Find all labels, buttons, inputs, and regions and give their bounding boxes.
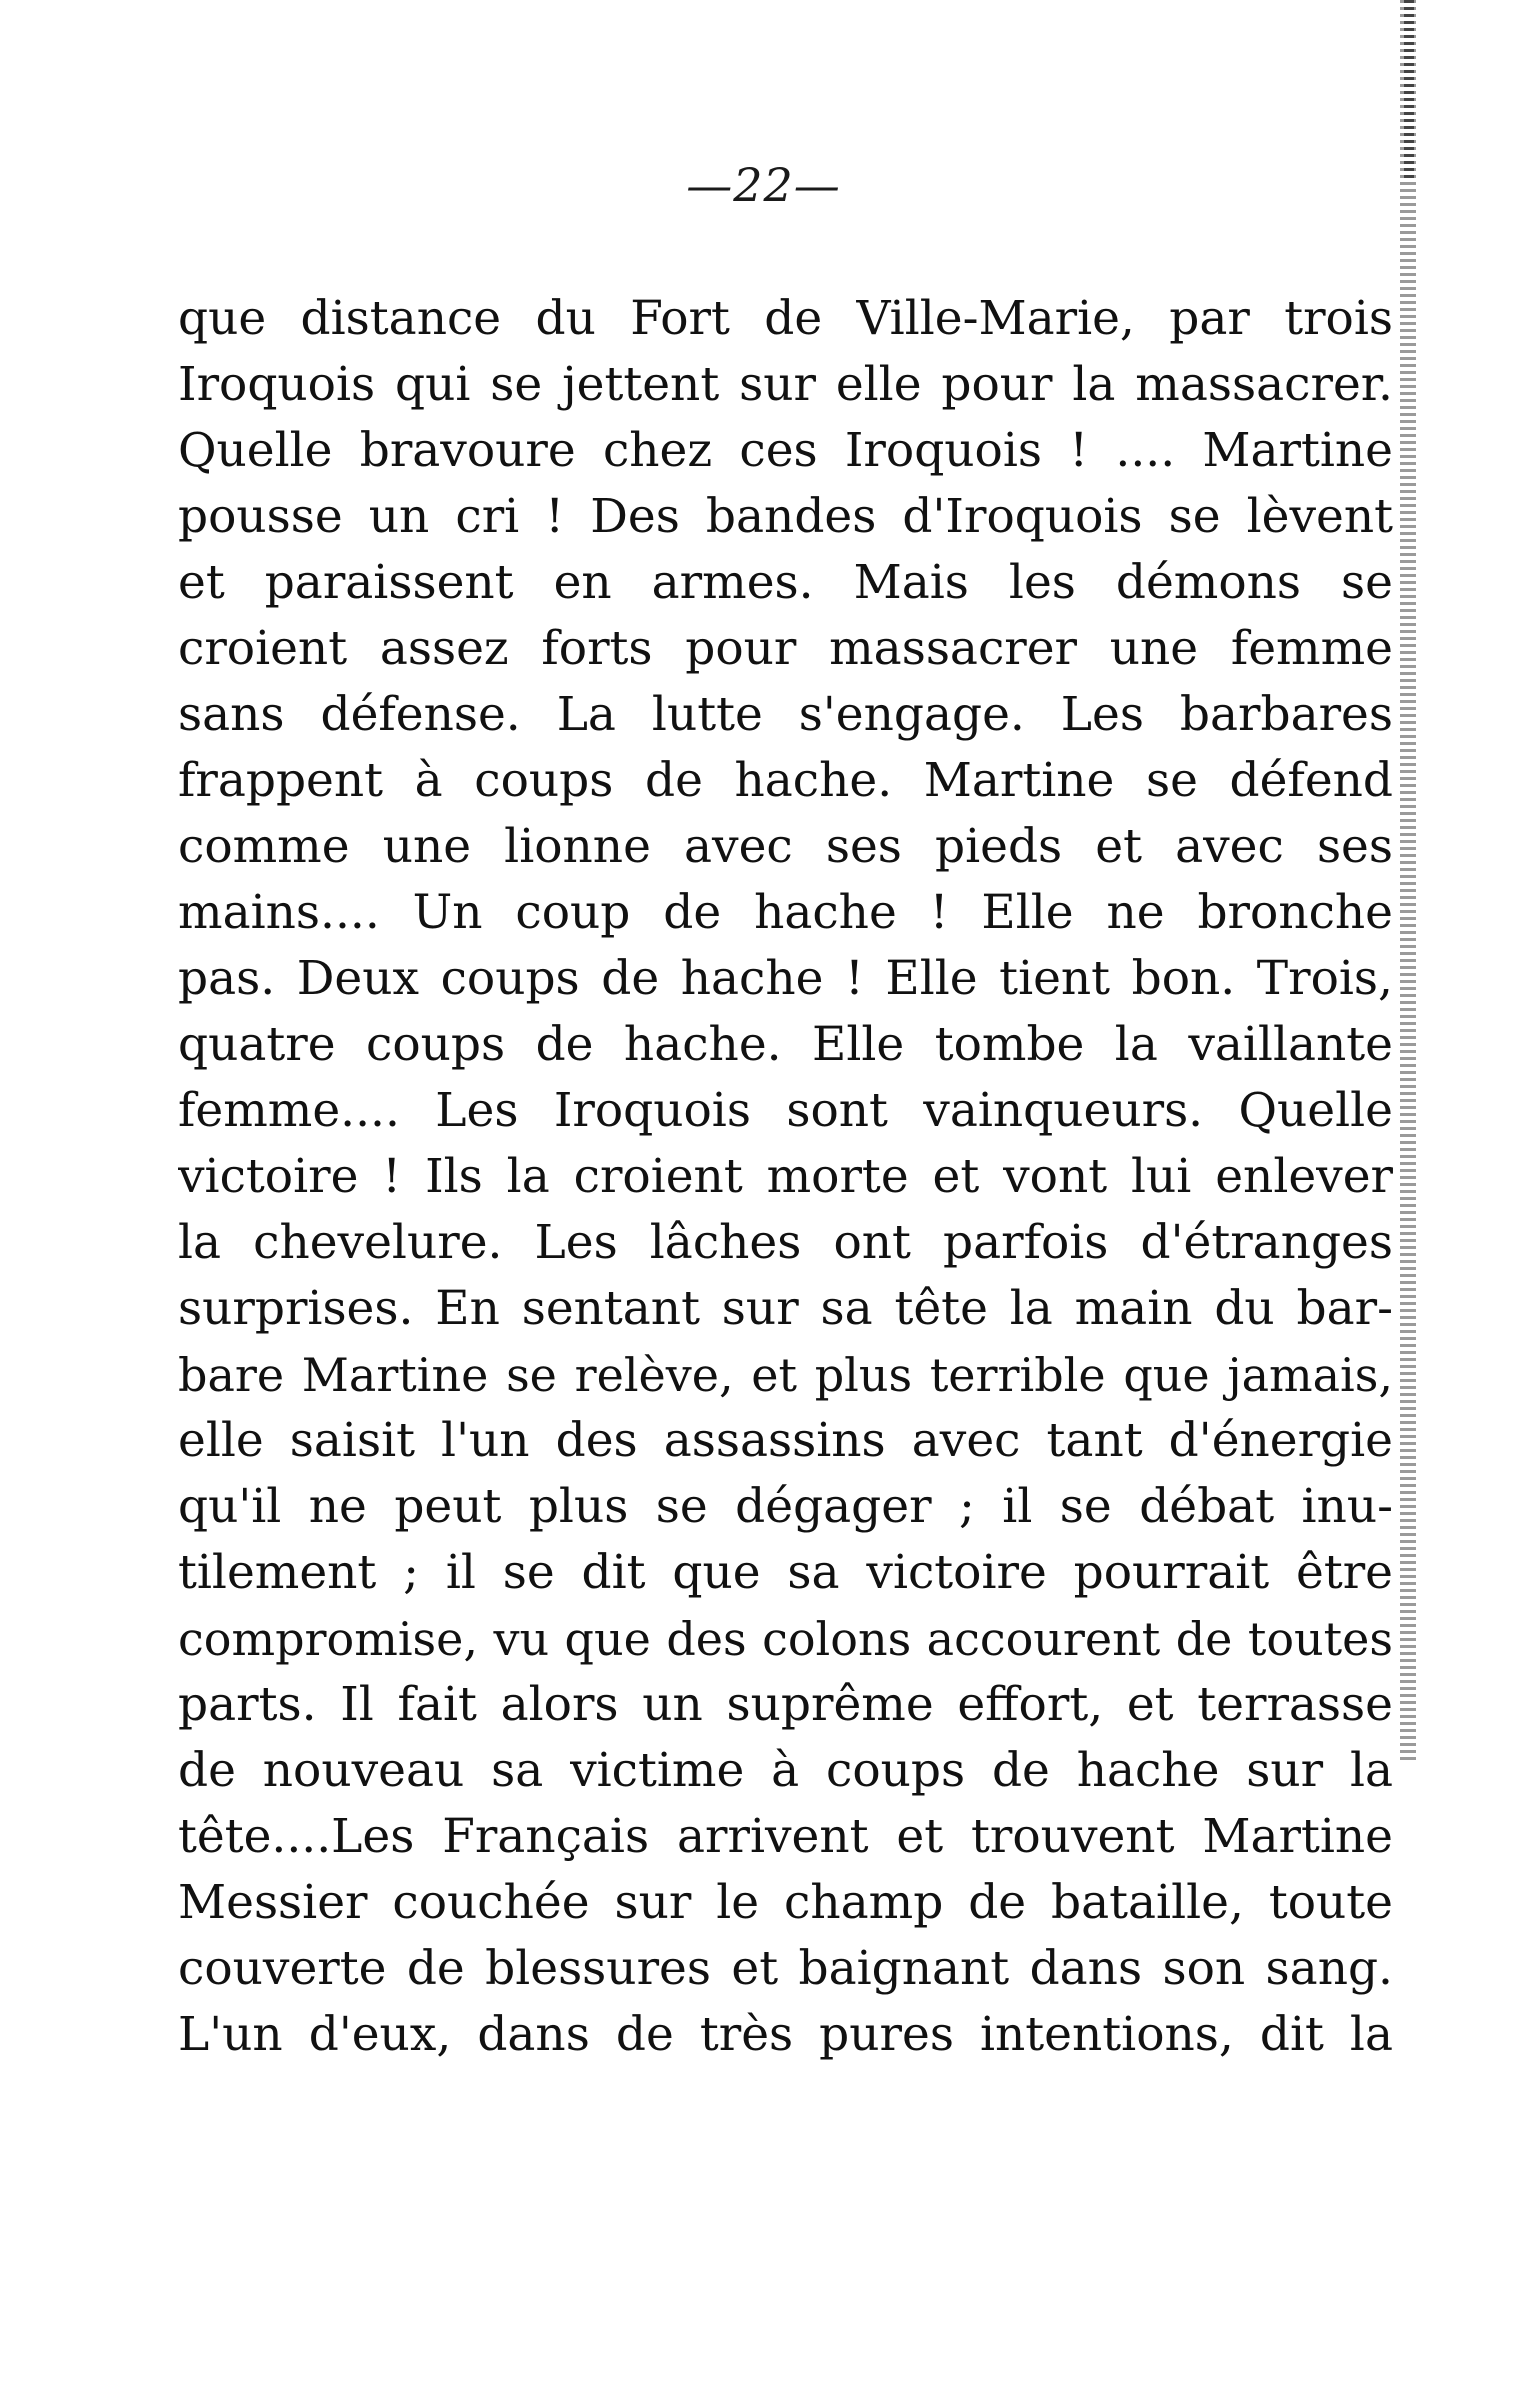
- text-line: victoire ! Ils la croient morte et vont lui enlever: [178, 1149, 1393, 1204]
- text-line: pousse un cri ! Des bandes d'Iroquois se lèvent: [178, 489, 1393, 544]
- body-text: [178, 286, 1393, 2068]
- text-line: que distance du Fort de Ville-Marie, par trois: [178, 291, 1393, 346]
- text-line: bare Martine se relève, et plus terrible que jamais,: [178, 1348, 1393, 1402]
- text-line: la chevelure. Les lâches ont parfois d'étranges: [178, 1215, 1393, 1270]
- text-line: de nouveau sa victime à coups de hache sur la: [178, 1743, 1393, 1798]
- binding-edge-shadow: [1400, 0, 1416, 1760]
- text-line: couverte de blessures et baignant dans son sang.: [178, 1941, 1393, 1996]
- text-line: parts. Il fait alors un suprême effort, et terrasse: [178, 1677, 1393, 1732]
- text-line: frappent à coups de hache. Martine se défend: [178, 753, 1393, 808]
- text-line: et paraissent en armes. Mais les démons se: [178, 555, 1393, 610]
- text-line: surprises. En sentant sur sa tête la main du bar-: [178, 1281, 1393, 1336]
- text-line: sans défense. La lutte s'engage. Les barbares: [178, 687, 1393, 742]
- text-line: croient assez forts pour massacrer une femme: [178, 621, 1393, 676]
- binding-edge-top: [1404, 0, 1414, 180]
- text-line: pas. Deux coups de hache ! Elle tient bon. Trois,: [178, 951, 1393, 1006]
- text-line: tilement ; il se dit que sa victoire pourrait être: [178, 1545, 1393, 1600]
- text-line: quatre coups de hache. Elle tombe la vaillante: [178, 1017, 1393, 1072]
- text-line: Quelle bravoure chez ces Iroquois ! .... Martine: [178, 423, 1393, 478]
- text-line: elle saisit l'un des assassins avec tant d'énergie: [178, 1413, 1393, 1468]
- text-line: Messier couchée sur le champ de bataille, toute: [178, 1875, 1393, 1930]
- text-line: L'un d'eux, dans de très pures intentions, dit la: [178, 2007, 1393, 2062]
- text-line: comme une lionne avec ses pieds et avec ses: [178, 819, 1393, 874]
- text-line: tête....Les Français arrivent et trouvent Martine: [178, 1809, 1393, 1864]
- text-line: qu'il ne peut plus se dégager ; il se débat inu-: [178, 1479, 1393, 1534]
- text-line: compromise, vu que des colons accourent de toutes: [178, 1612, 1393, 1666]
- text-line: mains.... Un coup de hache ! Elle ne bronche: [178, 885, 1393, 940]
- text-line: Iroquois qui se jettent sur elle pour la massacrer.: [178, 357, 1393, 412]
- page-number: —22—: [686, 158, 841, 212]
- text-line: femme.... Les Iroquois sont vainqueurs. Quelle: [178, 1083, 1393, 1138]
